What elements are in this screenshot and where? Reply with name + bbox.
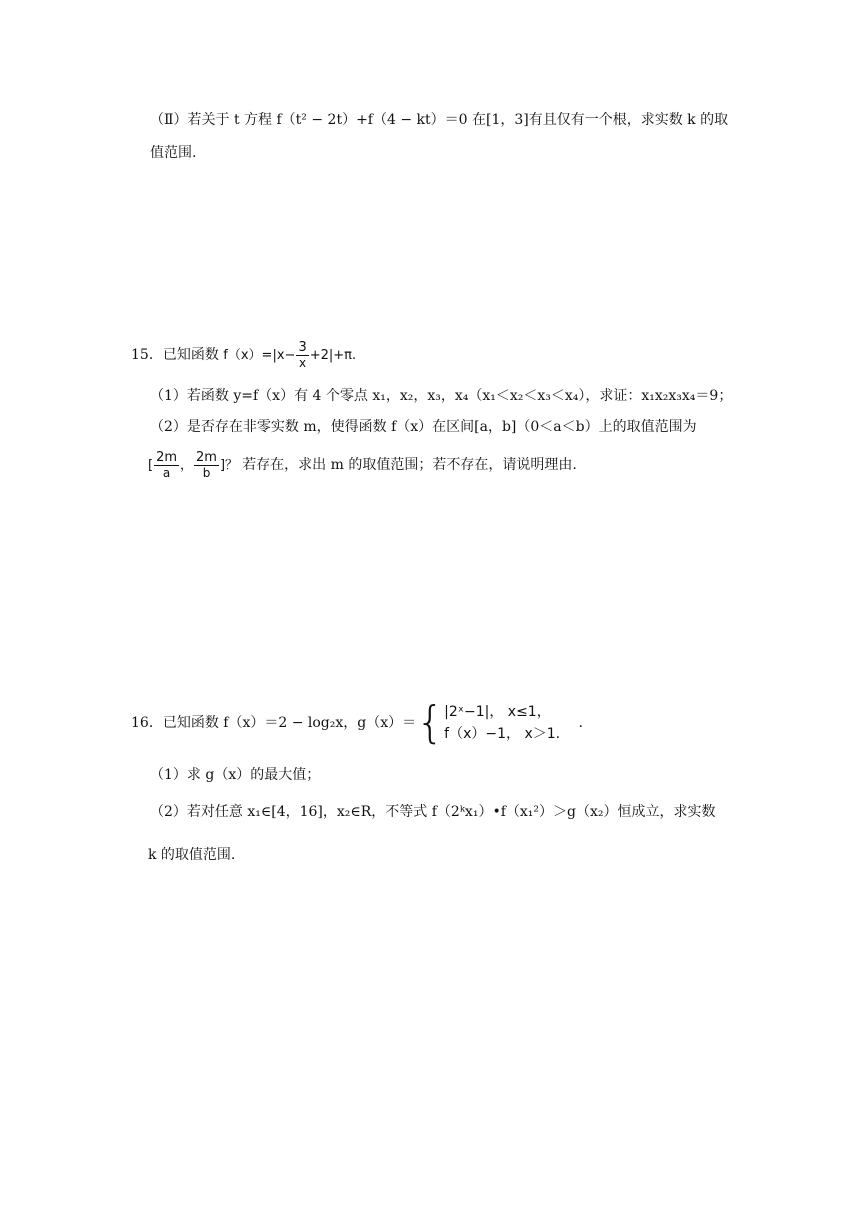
q15-bracket-close: ]？ xyxy=(219,458,239,473)
q15-frac-den: x xyxy=(299,356,307,370)
q15-part2-line2 xyxy=(148,448,577,483)
q14-part2-line1: （Ⅱ）若关于 t 方程 f（t² − 2t）+f（4 − kt）＝0 在[1，3]有且仅有一个根，求实数 k 的取 xyxy=(150,112,729,128)
q15-fraction xyxy=(296,340,308,371)
q16-period: . xyxy=(578,715,583,731)
q16-case2: f（x）−1， x＞1. xyxy=(444,726,561,742)
q15-x: x− xyxy=(276,348,296,363)
q15-abs-close: | xyxy=(328,348,334,363)
q15-statement xyxy=(131,340,356,371)
q16-brace: { xyxy=(416,697,445,748)
q16-number: 16． xyxy=(131,715,163,731)
q16-part2-line2: k 的取值范围. xyxy=(148,847,236,863)
q15-range-frac1 xyxy=(154,450,179,481)
q16-part1: （1）求 g（x）的最大值； xyxy=(150,767,321,783)
q15-intro: 已知函数 xyxy=(162,347,219,363)
q15-number: 15． xyxy=(131,347,163,363)
q15-frac2-num: 2m xyxy=(196,450,217,465)
q16-cases xyxy=(444,701,560,745)
q16-case1: |2ˣ−1|， x≤1， xyxy=(444,704,551,720)
q15-frac1-num: 2m xyxy=(156,450,178,465)
q15-comma: ， xyxy=(180,458,194,473)
q15-frac-num: 3 xyxy=(298,340,307,355)
q16-statement xyxy=(131,698,583,748)
q16-part2-line1: （2）若对任意 x₁∈[4，16]，x₂∈R，不等式 f（2ᵏx₁）•f（x₁²）＞g（x₂）恒成立，求实数 xyxy=(150,804,716,820)
q15-part1: （1）若函数 y=f（x）有 4 个零点 x₁，x₂，x₃，x₄（x₁＜x₂＜x₃＜x₄），求证：x₁x₂x₃x₄＝9； xyxy=(150,388,733,404)
q15-part2-line1: （2）是否存在非零实数 m，使得函数 f（x）在区间[a，b]（0＜a＜b）上的取值范围为 xyxy=(150,419,697,435)
q15-abs-open: | xyxy=(272,348,277,363)
q15-range-frac2 xyxy=(194,450,219,481)
q15-range-expr xyxy=(148,450,242,480)
q15-tail: +π. xyxy=(333,348,357,363)
q15-frac2-den: b xyxy=(202,466,211,480)
q15-bracket-open: [ xyxy=(148,458,154,473)
q14-part2-line2: 值范围. xyxy=(150,145,197,161)
q16-intro: 已知函数 f（x）＝2 − log₂x，g（x）＝ xyxy=(162,715,417,731)
q15-frac1-den: a xyxy=(162,466,171,480)
q15-plus2: +2 xyxy=(309,348,329,363)
q15-fx: f（x）= xyxy=(223,348,273,363)
q15-formula xyxy=(223,340,357,370)
q15-part2-tail: 若存在，求出 m 的取值范围；若不存在，请说明理由. xyxy=(242,457,577,473)
